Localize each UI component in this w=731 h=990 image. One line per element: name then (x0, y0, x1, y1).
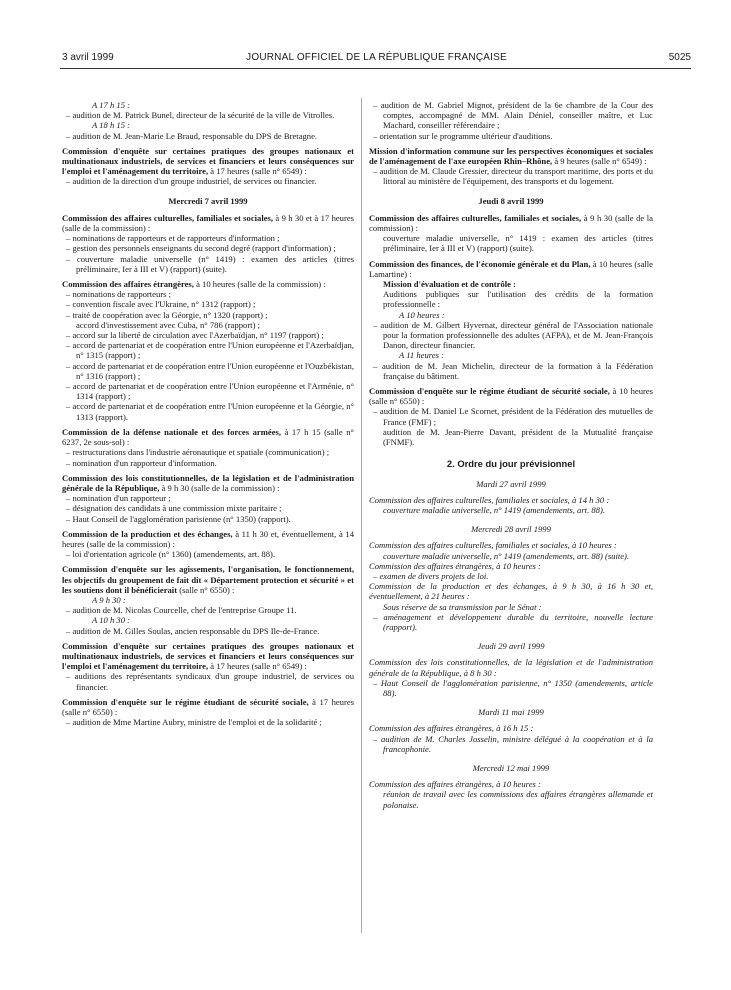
day-heading: Jeudi 29 avril 1999 (477, 641, 545, 652)
day-heading: Mercredi 28 avril 1999 (471, 524, 551, 535)
page-number: 5025 (668, 52, 691, 63)
agenda-item: – accord de partenariat et de coopération entre l'Union européenne et la Géorgie, n° 1313 (rapport). (66, 401, 354, 422)
commission-title: Commission d'enquête sur certaines pratiques des groupes nationaux et multinationaux industriels, de services et financiers et leurs conséquences sur l'emploi et l'aménagement du territoire, (62, 145, 354, 177)
time-label: A 11 heures : (399, 350, 444, 361)
page-header (62, 52, 691, 66)
commission-block (62, 641, 354, 672)
time-label: A 10 h 30 : (92, 615, 131, 626)
commission-block (62, 279, 354, 289)
agenda-item: – loi d'orientation agricole (n° 1360) (amendements, art. 88). (66, 549, 276, 560)
agenda-item: – restructurations dans l'industrie aéronautique et spatiale (communication) ; (66, 447, 330, 458)
commission-block (62, 564, 354, 595)
commission-title: Commission des affaires culturelles, familiales et sociales, (369, 212, 582, 223)
time-label: A 18 h 15 : (92, 120, 131, 131)
commission-when: à 9 h 30 et à 17 heures (salle de la commission) : (62, 212, 354, 234)
commission-block (62, 146, 354, 177)
commission-when: à 9 h 30 (salle de la commission) : (369, 212, 653, 234)
commission-block (62, 473, 354, 493)
agenda-item: – audition de M. Jean-Marie Le Braud, responsable du DPS de Bretagne. (66, 130, 318, 141)
time-label: A 10 heures : (399, 309, 445, 320)
commission-block (369, 386, 653, 406)
left-column (62, 100, 354, 727)
day-heading: Mercredi 12 mai 1999 (472, 762, 550, 773)
agenda-item: – traité de coopération avec la Géorgie, n° 1320 (rapport) ; (66, 309, 268, 320)
journal-title: JOURNAL OFFICIEL DE LA RÉPUBLIQUE FRANÇAISE (246, 52, 507, 63)
commission-title: Commission d'enquête sur certaines pratiques des groupes nationaux et multinationaux industriels, de services et financiers et leurs conséquences sur l'emploi et l'aménagement du territoire, (62, 640, 354, 672)
commission-title: Commission d'enquête sur le régime étudiant de sécurité sociale, (62, 696, 309, 707)
agenda-item: – audition de Mme Martine Aubry, ministre de l'emploi et de la solidarité ; (66, 717, 322, 728)
commission-block (62, 529, 354, 549)
commission-title: Commission de la production et des échanges, (62, 528, 233, 539)
order-item: – examen de divers projets de loi. (373, 570, 489, 581)
commission-block (62, 697, 354, 717)
agenda-item: – accord de partenariat et de coopération entre l'Union européenne et l'Azerbaïdjan, n° 1315 (rapport) ; (66, 340, 354, 361)
time-label: A 17 h 15 : (92, 100, 131, 110)
right-column (369, 100, 653, 810)
order-commission: Commission de la production et des échanges, à 9 h 30, à 16 h 30 et, éventuellement, à 21 heures : (369, 581, 653, 602)
issue-date: 3 avril 1999 (62, 52, 114, 63)
commission-when: à 17 heures (salle n° 6550) : (62, 696, 354, 717)
commission-title: Commission d'enquête sur le régime étudiant de sécurité sociale, (369, 386, 610, 397)
agenda-item: – audition de M. Gabriel Mignot, président de la 6e chambre de la Cour des comptes, accompagné de MM. Alain Déniel, conseiller maître, et Luc Machard, conseiller référendaire ; (373, 100, 653, 131)
mission-text: Auditions publiques sur l'utilisation des crédits de la formation professionnelle : (383, 289, 653, 310)
agenda-item: – audition de M. Nicolas Courcelle, chef de l'entreprise Groupe 11. (66, 605, 297, 616)
commission-title: Mission d'information commune sur les perspectives économiques et sociales de l'aménagement de l'axe européen Rhin–Rhône, (369, 145, 653, 167)
agenda-item: – accord de partenariat et de coopération entre l'Union européenne et l'Ouzbékistan, n° 1316 (rapport) ; (66, 360, 354, 381)
agenda-item: – couverture maladie universelle (n° 1419) : examen des articles (titres préliminaire, Ier à III et V) (rapport) (suite). (66, 253, 354, 274)
time-label: A 9 h 30 : (92, 594, 126, 605)
commission-block (369, 259, 653, 279)
agenda-item: – audition de M. Jean Michelin, directeur de la formation à la Fédération française du bâtiment. (373, 360, 653, 381)
order-item: – aménagement et développement durable du territoire, nouvelle lecture (rapport). (373, 611, 653, 632)
agenda-item: – audition de la direction d'un groupe industriel, de services ou financier. (66, 176, 317, 187)
agenda-item: – orientation sur le programme ultérieur d'auditions. (373, 130, 553, 141)
commission-when: à 17 heures (salle n° 6549) : (210, 166, 307, 177)
commission-when: à 10 heures (salle n° 6550) : (369, 386, 654, 407)
mission-subheading: Mission d'évaluation et de contrôle : (383, 279, 516, 290)
agenda-item: – audition de M. Daniel Le Scornet, président de la Fédération des mutuelles de France (FMF) ; (373, 406, 653, 427)
header-rule (60, 68, 691, 69)
order-item: – audition de M. Charles Josselin, ministre délégué à la coopération et à la francophonie. (373, 733, 653, 754)
agenda-item: – audition de M. Patrick Bunel, directeur de la sécurité de la ville de Vitrolles. (66, 110, 335, 121)
order-commission: Commission des affaires culturelles, familiales et sociales, à 14 h 30 : (369, 494, 610, 505)
agenda-subitem: audition de M. Jean-Pierre Davant, président de la Mutualité française (FNMF). (383, 426, 653, 448)
commission-block (369, 213, 653, 233)
agenda-item: – auditions des représentants syndicaux d'un groupe industriel, de services ou financier. (66, 671, 354, 692)
commission-title: Commission de la défense nationale et des forces armées, (62, 426, 281, 437)
order-commission: Commission des affaires étrangères, à 10 heures : (369, 779, 541, 790)
order-item: couverture maladie universelle, n° 1419 (amendements, art. 88). (383, 504, 605, 515)
commission-when: à 17 h 15 (salle n° 6237, 2e sous-sol) : (62, 426, 354, 448)
day-heading: Jeudi 8 avril 1999 (478, 195, 544, 206)
day-heading: Mardi 27 avril 1999 (476, 478, 546, 489)
agenda-item: – nominations de rapporteurs ; (66, 289, 172, 300)
agenda-item: – audition de M. Gilbert Hyvernat, directeur général de l'Association nationale pour la formation professionnelle des adultes (AFPA), et de M. Jean-François Danon, directeur financier. (373, 319, 653, 351)
agenda-item: – accord de partenariat et de coopération entre l'Union européenne et l'Arménie, n° 1314 (rapport) ; (66, 381, 354, 402)
commission-block (62, 427, 354, 447)
commission-when: à 9 heures (salle n° 6549) : (554, 156, 647, 167)
agenda-item: – gestion des personnels enseignants du second degré (rapport d'information) ; (66, 243, 336, 254)
agenda-item: – nomination d'un rapporteur ; (66, 493, 171, 504)
commission-title: Commission des affaires culturelles, familiales et sociales, (62, 212, 274, 223)
commission-title: Commission d'enquête sur les agissements, l'organisation, le fonctionnement, les objectifs du groupement de fait dit « Département protection et sécurité » et les soutiens dont il bénéficierait (62, 564, 354, 595)
commission-when: à 9 h 30 (salle de la commission) : (161, 482, 280, 493)
order-item: réunion de travail avec les commissions des affaires étrangères allemande et polonaise. (383, 789, 653, 810)
column-divider (361, 98, 362, 933)
agenda-item: – Haut Conseil de l'agglomération parisienne (n° 1350) (rapport). (66, 513, 291, 524)
agenda-item: – nominations de rapporteurs et de rapporteurs d'information ; (66, 233, 280, 244)
agenda-subitem: couverture maladie universelle, n° 1419 : examen des articles (titres préliminaire, Ier à III et V) (rapport) (suite). (383, 233, 653, 254)
order-item: – Haut Conseil de l'agglomération parisienne, n° 1350 (amendements, article 88). (373, 677, 653, 698)
provisional-agenda (369, 479, 653, 810)
commission-title: Commission des lois constitutionnelles, de la législation et de l'administration générale de la République, (62, 472, 354, 493)
order-commission: Commission des affaires culturelles, familiales et sociales, à 10 heures : (369, 540, 617, 551)
agenda-item: – convention fiscale avec l'Ukraine, n° 1312 (rapport) ; (66, 299, 256, 310)
commission-block (62, 213, 354, 233)
day-heading: Mardi 11 mai 1999 (478, 707, 544, 718)
agenda-item: – audition de M. Gilles Soulas, ancien responsable du DPS Ile-de-France. (66, 625, 320, 636)
agenda-item: – nomination d'un rapporteur d'information. (66, 457, 217, 468)
commission-title: Commission des finances, de l'économie générale et du Plan, (369, 258, 591, 269)
order-commission: Commission des affaires étrangères, à 10 heures : (369, 560, 541, 571)
commission-title: Commission des affaires étrangères, (62, 279, 194, 290)
agenda-subitem: accord d'investissement avec Cuba, n° 786 (rapport) ; (76, 319, 260, 330)
order-note: Sous réserve de sa transmission par le Sénat : (383, 601, 542, 612)
agenda-item: – désignation des candidats à une commission mixte paritaire ; (66, 503, 282, 514)
order-item: couverture maladie universelle, n° 1419 (amendements, art. 88) (suite). (383, 550, 630, 561)
agenda-item: – audition de M. Claude Gressier, directeur du transport maritime, des ports et du littoral au ministère de l'équipement, des transports et du logement. (373, 166, 653, 187)
day-heading: Mercredi 7 avril 1999 (168, 195, 248, 206)
order-commission: Commission des lois constitutionnelles, de la législation et de l'administration générale de la République, à 8 h 30 : (369, 657, 653, 678)
commission-when: à 10 heures (salle Lamartine) : (369, 258, 653, 279)
section-heading: 2. Ordre du jour prévisionnel (446, 458, 576, 470)
commission-when: à 17 heures (salle n° 6549) : (210, 661, 307, 672)
commission-block (369, 146, 653, 166)
agenda-item: – accord sur la liberté de circulation avec l'Azerbaïdjan, n° 1197 (rapport) ; (66, 330, 324, 341)
commission-when: à 10 heures (salle de la commission) : (196, 279, 326, 290)
order-commission: Commission des affaires étrangères, à 16 h 15 : (369, 723, 534, 734)
commission-when: (salle n° 6550) : (179, 584, 235, 595)
commission-when: à 11 h 30 et, éventuellement, à 14 heures (salle de la commission) : (62, 528, 354, 549)
